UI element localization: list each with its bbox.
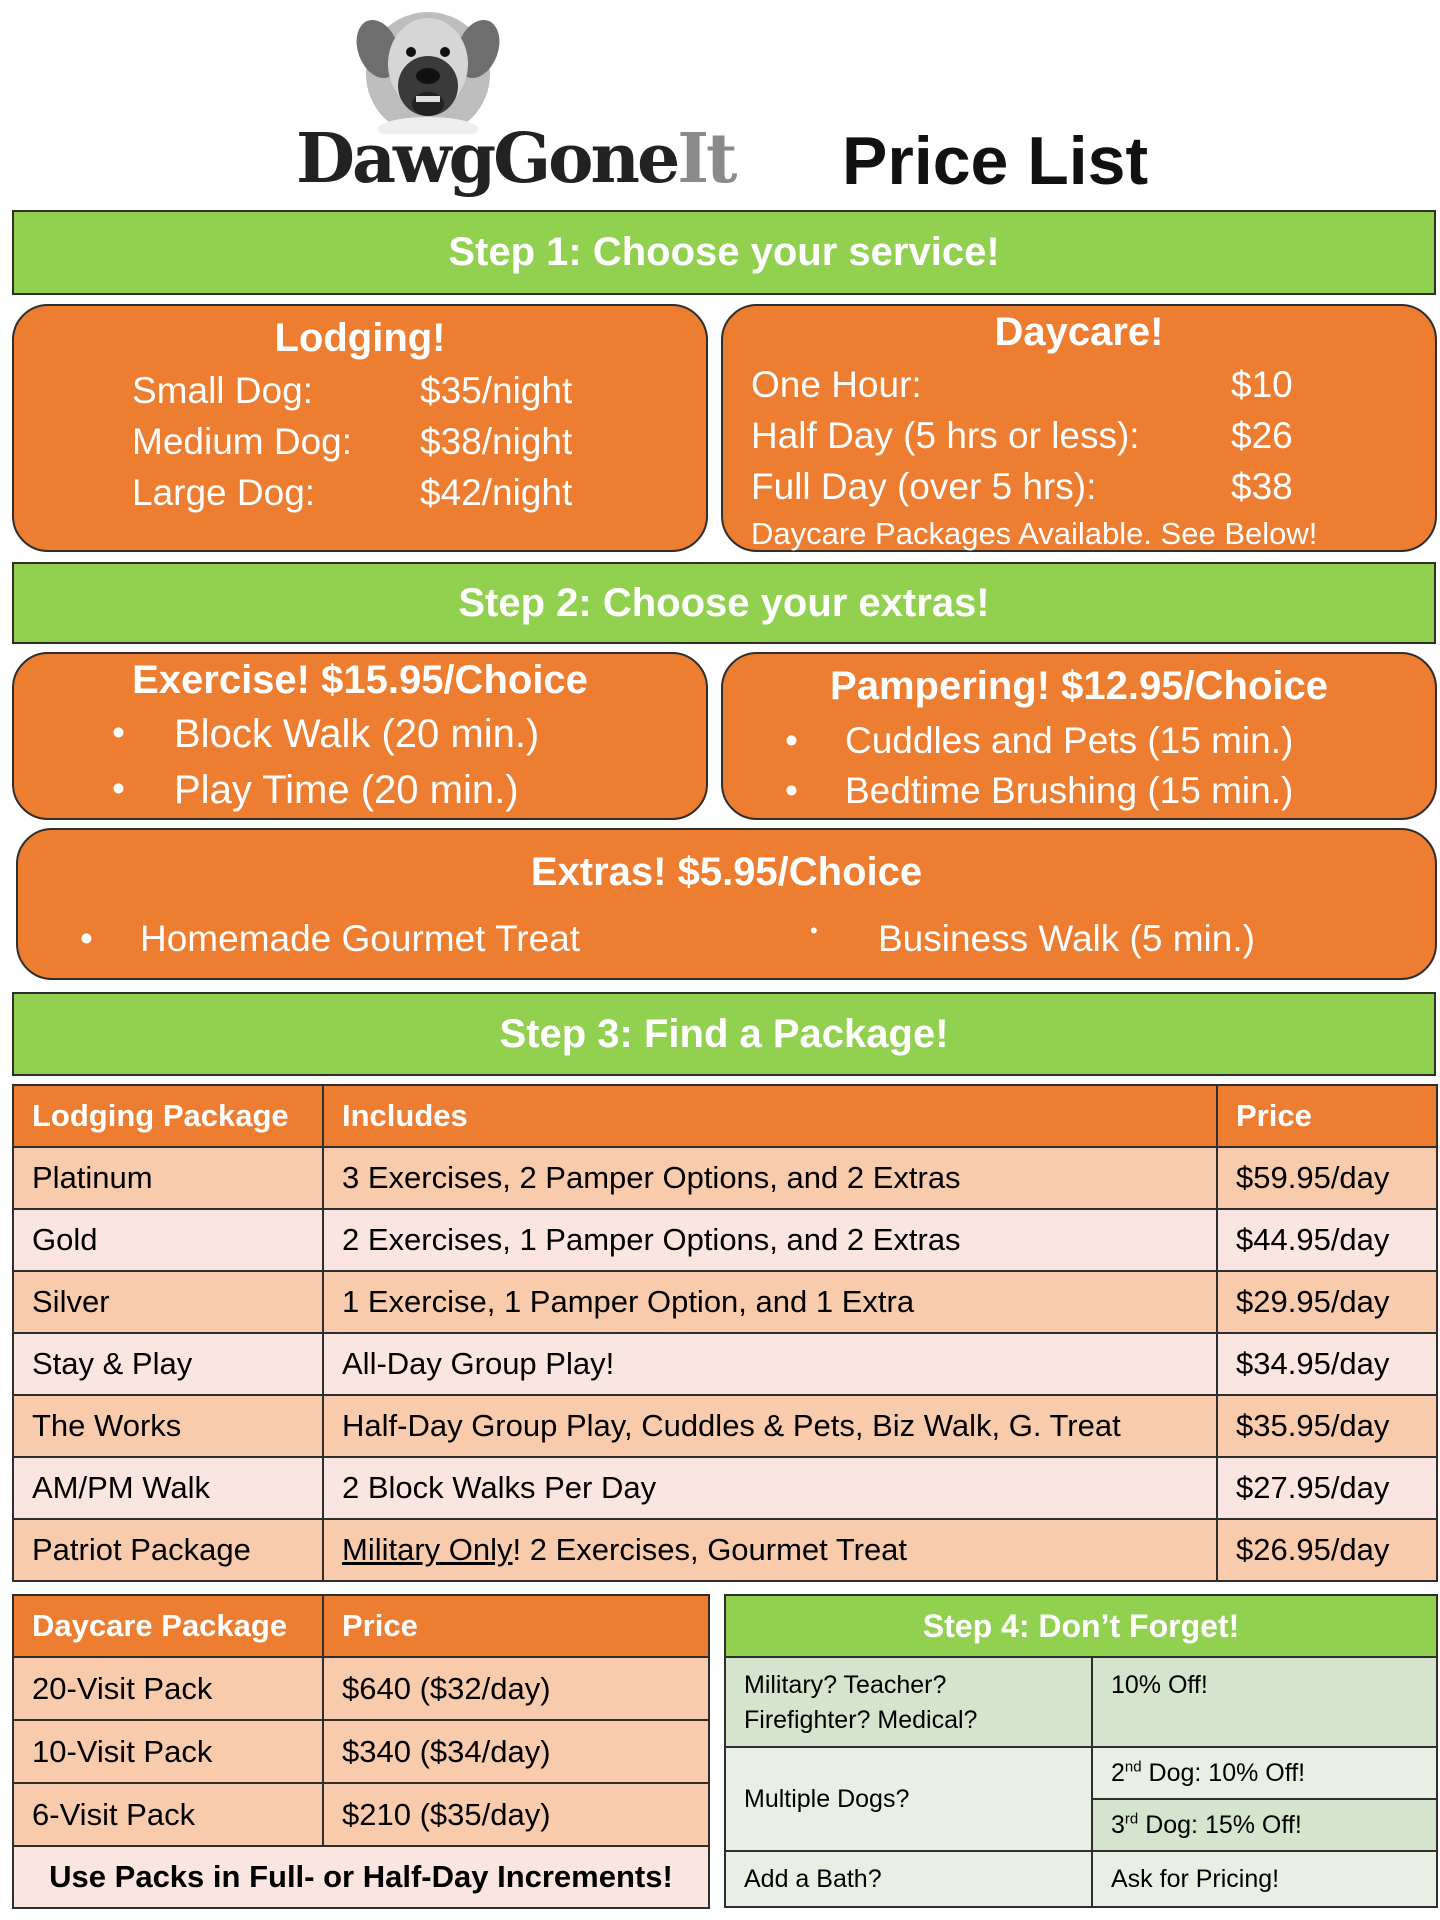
table-row: [13, 1333, 1437, 1395]
bullet-icon: •: [785, 720, 798, 761]
package-price: $59.95/day: [1217, 1147, 1437, 1209]
table-row: [13, 1783, 709, 1846]
daycare-hour-price: $10: [1231, 364, 1293, 405]
discount-question: [725, 1657, 1092, 1747]
extras-box: [16, 828, 1437, 980]
daycare-packages-note: Daycare Packages Available. See Below!: [751, 516, 1318, 551]
step4-table: [724, 1594, 1438, 1908]
lodging-large-label: Large Dog:: [132, 472, 316, 513]
daycare-hour-label: One Hour:: [751, 364, 922, 405]
daycare-half-price: $26: [1231, 415, 1293, 456]
step2-heading: Step 2: Choose your extras!: [12, 562, 1436, 644]
col-header-daycare-package: Daycare Package: [13, 1595, 323, 1657]
daycare-box: [721, 304, 1437, 552]
daycare-package-table: [12, 1594, 710, 1909]
table-row: [725, 1747, 1437, 1799]
daycare-full-price: $38: [1231, 466, 1293, 507]
package-price: $34.95/day: [1217, 1333, 1437, 1395]
step4-header-row: [725, 1595, 1437, 1657]
table-row: [725, 1657, 1437, 1747]
package-includes: 1 Exercise, 1 Pamper Option, and 1 Extra: [323, 1271, 1217, 1333]
daycare-full-label: Full Day (over 5 hrs):: [751, 466, 1097, 507]
daycare-pack-name: 10-Visit Pack: [13, 1720, 323, 1783]
package-name: Gold: [13, 1209, 323, 1271]
daycare-half-label: Half Day (5 hrs or less):: [751, 415, 1140, 456]
package-includes: 2 Exercises, 1 Pamper Options, and 2 Extras: [323, 1209, 1217, 1271]
package-name: Platinum: [13, 1147, 323, 1209]
package-includes: 3 Exercises, 2 Pamper Options, and 2 Extras: [323, 1147, 1217, 1209]
table-row: [13, 1147, 1437, 1209]
table-row: [13, 1395, 1437, 1457]
col-header-daycare-price: Price: [323, 1595, 709, 1657]
lodging-box: [12, 304, 708, 552]
package-name: Stay & Play: [13, 1333, 323, 1395]
package-includes: [323, 1519, 1217, 1581]
page-title: Price List: [842, 123, 1149, 199]
package-name: Patriot Package: [13, 1519, 323, 1581]
package-includes: All-Day Group Play!: [323, 1333, 1217, 1395]
lodging-small-label: Small Dog:: [132, 370, 313, 411]
mastiff-dog-illustration: [348, 4, 508, 134]
table-row: [13, 1720, 709, 1783]
daycare-footer-note: Use Packs in Full- or Half-Day Increments!: [13, 1846, 709, 1908]
extras-title: Extras! $5.95/Choice: [530, 850, 923, 894]
table-row: [13, 1657, 709, 1720]
package-includes: Half-Day Group Play, Cuddles & Pets, Biz Walk, G. Treat: [323, 1395, 1217, 1457]
extras-item-1: Homemade Gourmet Treat: [140, 918, 581, 959]
discount-answer: 10% Off!: [1092, 1657, 1437, 1747]
bath-answer: Ask for Pricing!: [1092, 1851, 1437, 1907]
lodging-medium-label: Medium Dog:: [132, 421, 353, 462]
daycare-pack-name: 6-Visit Pack: [13, 1783, 323, 1846]
step1-heading: Step 1: Choose your service!: [12, 210, 1436, 295]
military-only-note: Military Only: [342, 1532, 513, 1567]
daycare-footer-row: [13, 1846, 709, 1908]
daycare-title: Daycare!: [994, 310, 1164, 354]
col-header-includes: Includes: [323, 1085, 1217, 1147]
daycare-pack-price: $640 ($32/day): [323, 1657, 709, 1720]
discount-question-line-2: Firefighter? Medical?: [744, 1706, 978, 1734]
exercise-box: [12, 652, 708, 820]
col-header-package: Lodging Package: [13, 1085, 323, 1147]
bullet-icon: •: [810, 918, 818, 943]
step4-heading: Step 4: Don’t Forget!: [725, 1595, 1437, 1657]
multi-dog-question: Multiple Dogs?: [725, 1747, 1092, 1851]
daycare-pack-price: $340 ($34/day): [323, 1720, 709, 1783]
package-price: $26.95/day: [1217, 1519, 1437, 1581]
lodging-package-table: [12, 1084, 1438, 1582]
second-dog-discount: 2nd Dog: 10% Off!: [1092, 1747, 1437, 1799]
lodging-title: Lodging!: [274, 316, 446, 360]
discount-question-line-1: Military? Teacher?: [744, 1671, 947, 1699]
extras-item-2: Business Walk (5 min.): [878, 918, 1255, 959]
exercise-title: Exercise! $15.95/Choice: [132, 658, 588, 702]
lodging-small-price: $35/night: [420, 370, 573, 411]
table-row: [725, 1851, 1437, 1907]
exercise-item-2: Play Time (20 min.): [174, 768, 519, 812]
step3-heading: Step 3: Find a Package!: [12, 992, 1436, 1076]
table-row: [13, 1519, 1437, 1581]
bullet-icon: •: [785, 770, 798, 811]
lodging-medium-price: $38/night: [420, 421, 573, 462]
pampering-item-2: Bedtime Brushing (15 min.): [845, 770, 1294, 811]
bullet-icon: •: [80, 918, 93, 959]
package-name: The Works: [13, 1395, 323, 1457]
bath-question: Add a Bath?: [725, 1851, 1092, 1907]
package-includes-rest: ! 2 Exercises, Gourmet Treat: [512, 1532, 908, 1567]
bullet-icon: •: [112, 768, 125, 809]
table-row: [13, 1209, 1437, 1271]
table-header-row: [13, 1595, 709, 1657]
package-name: Silver: [13, 1271, 323, 1333]
package-price: $35.95/day: [1217, 1395, 1437, 1457]
package-includes: 2 Block Walks Per Day: [323, 1457, 1217, 1519]
exercise-item-1: Block Walk (20 min.): [174, 712, 540, 756]
package-price: $27.95/day: [1217, 1457, 1437, 1519]
table-row: [13, 1457, 1437, 1519]
pampering-item-1: Cuddles and Pets (15 min.): [845, 720, 1294, 761]
lodging-large-price: $42/night: [420, 472, 573, 513]
package-price: $29.95/day: [1217, 1271, 1437, 1333]
daycare-pack-price: $210 ($35/day): [323, 1783, 709, 1846]
table-header-row: [13, 1085, 1437, 1147]
table-row: [13, 1271, 1437, 1333]
third-dog-discount: 3rd Dog: 15% Off!: [1092, 1799, 1437, 1851]
package-price: $44.95/day: [1217, 1209, 1437, 1271]
daycare-pack-name: 20-Visit Pack: [13, 1657, 323, 1720]
pampering-box: [721, 652, 1437, 820]
bullet-icon: •: [112, 712, 125, 753]
brand-logo: DawgGoneIt: [296, 119, 735, 199]
col-header-price: Price: [1217, 1085, 1437, 1147]
pampering-title: Pampering! $12.95/Choice: [830, 664, 1328, 708]
package-name: AM/PM Walk: [13, 1457, 323, 1519]
